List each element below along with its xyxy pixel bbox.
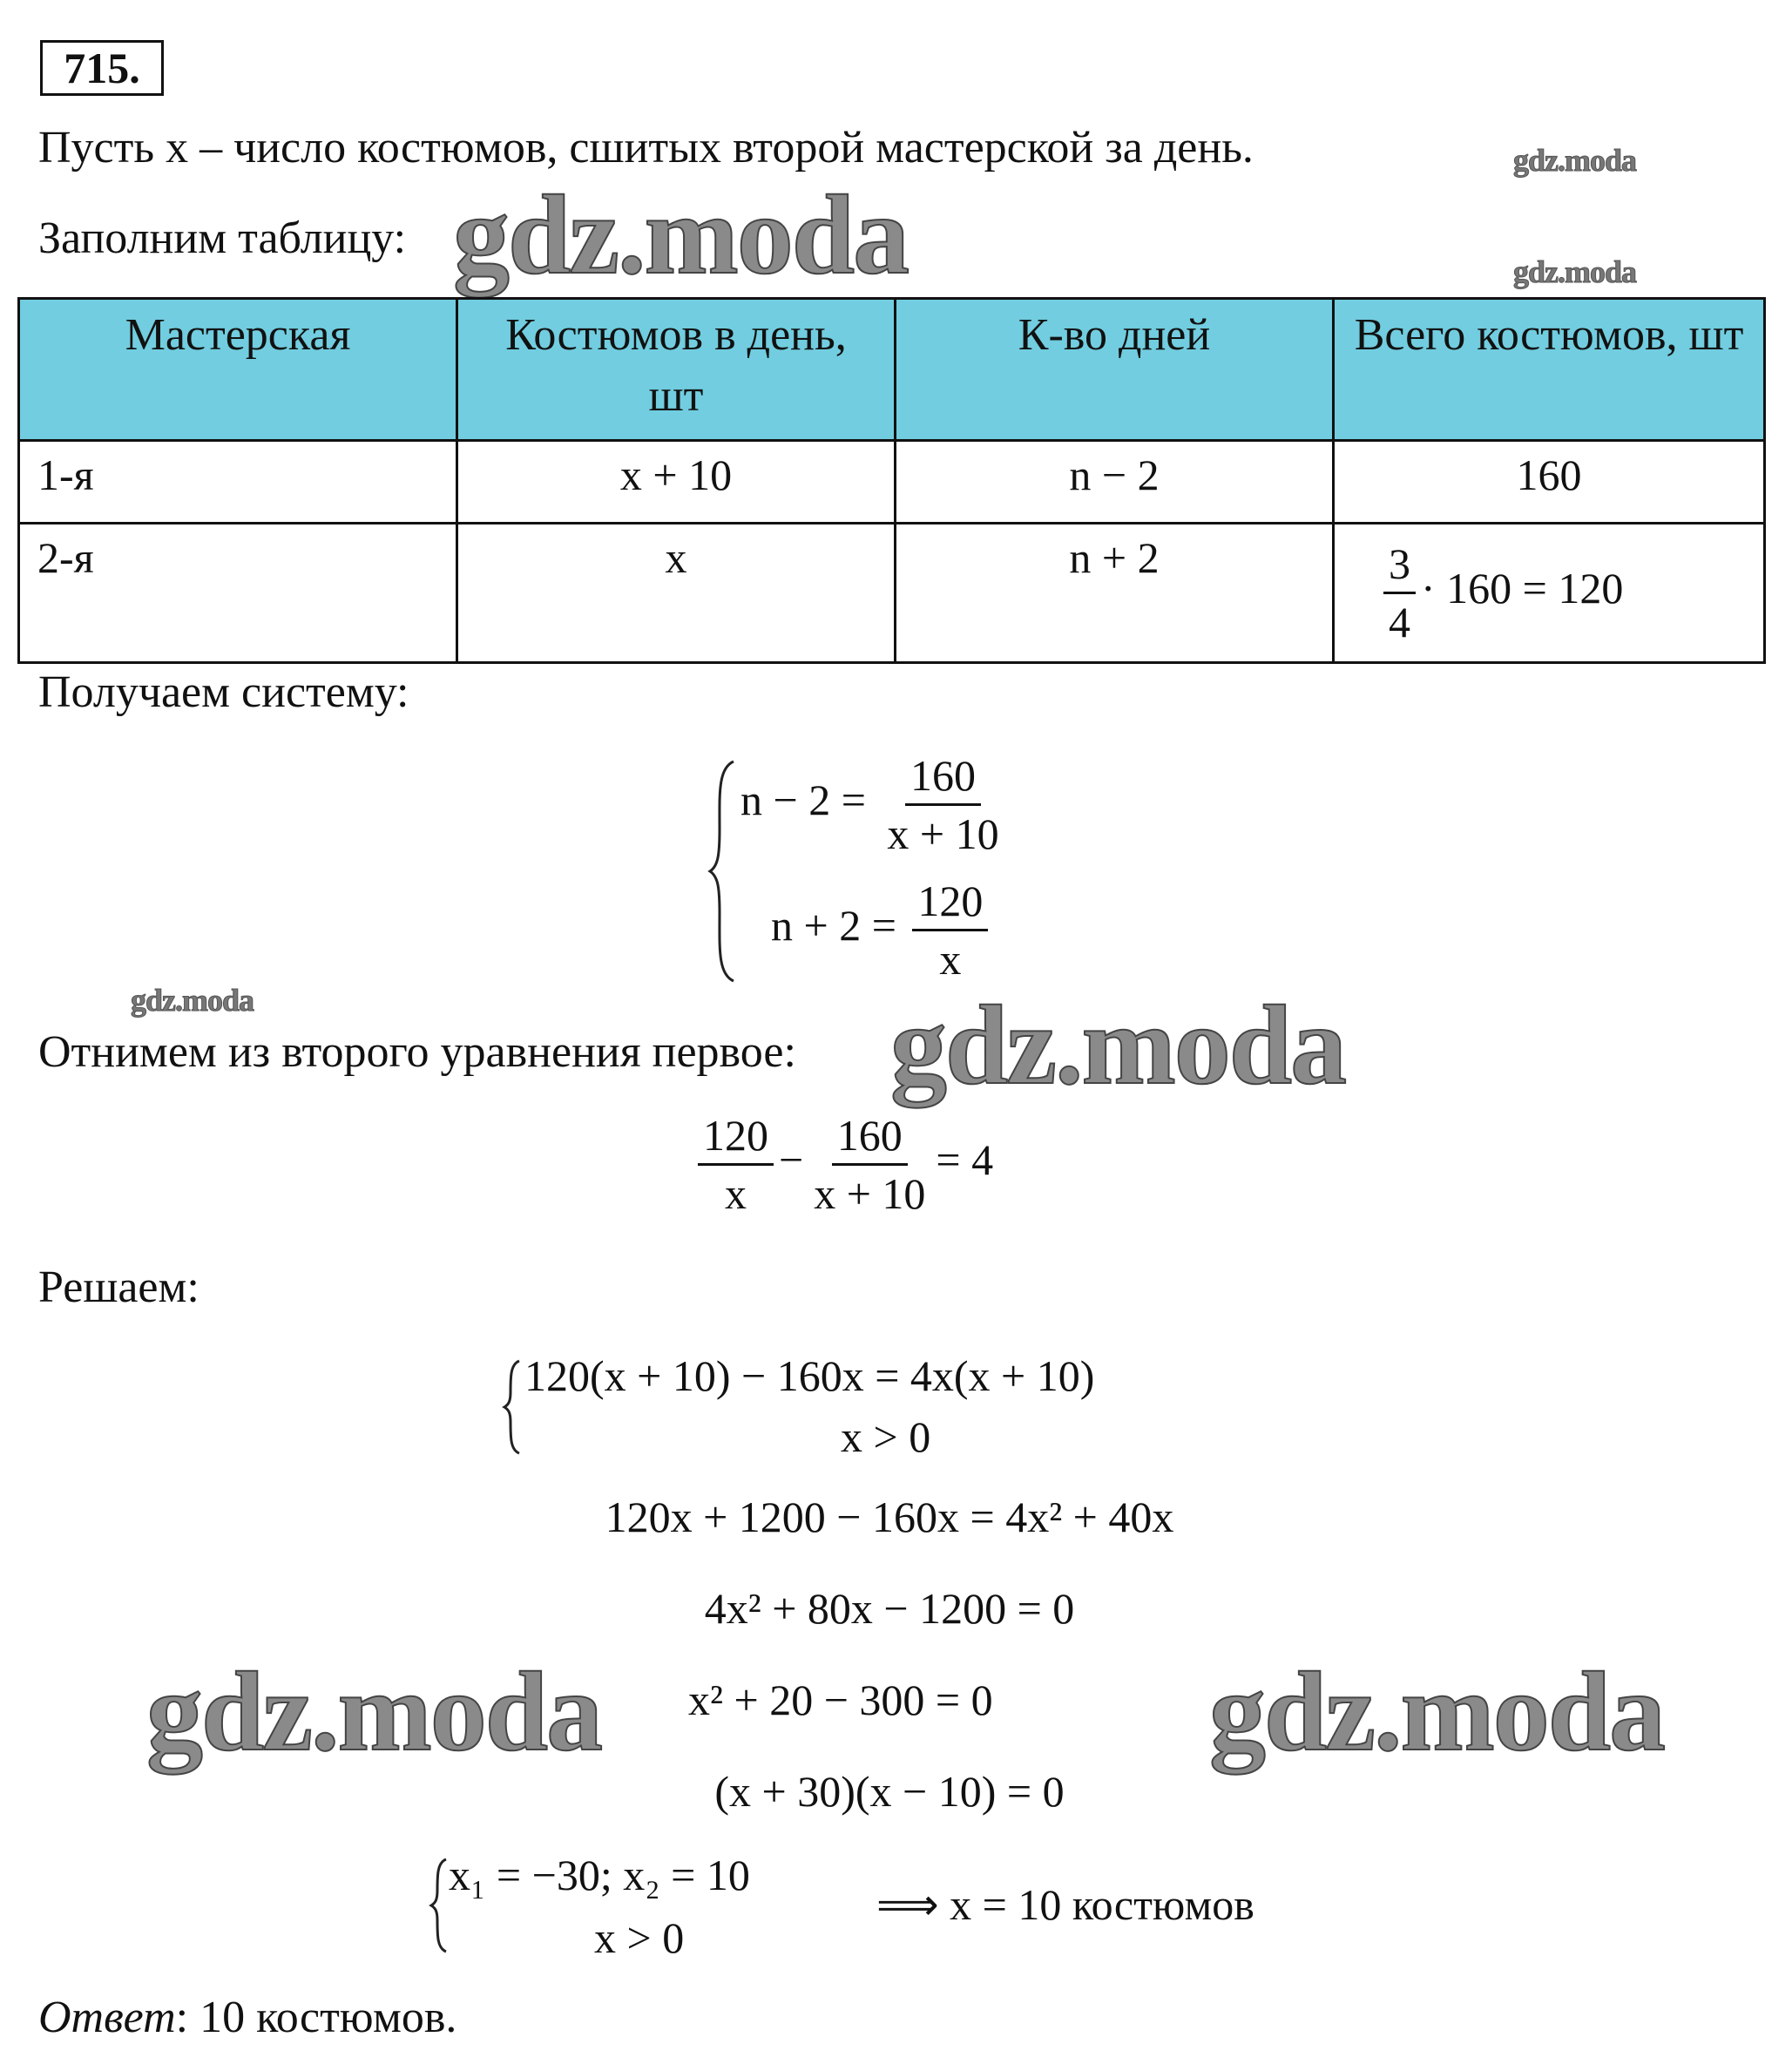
table-header-row bbox=[19, 299, 1765, 441]
header-cell: Всего костюмов, шт bbox=[1334, 299, 1765, 441]
fraction-denominator: x + 10 bbox=[887, 809, 999, 858]
fraction-numerator: 3 bbox=[1383, 539, 1416, 594]
subtract-text: Отнимем из второго уравнения первое: bbox=[38, 1027, 796, 1077]
table-cell: x bbox=[457, 524, 896, 663]
difference-equation bbox=[693, 1111, 993, 1218]
watermark: gdz.moda bbox=[1513, 143, 1637, 178]
watermark: gdz.moda bbox=[146, 1649, 602, 1775]
system3-line2: x > 0 bbox=[594, 1913, 685, 1962]
system-equation-2 bbox=[771, 876, 993, 984]
watermark: gdz.moda bbox=[1209, 1649, 1665, 1775]
system2-line2: x > 0 bbox=[841, 1412, 931, 1461]
fraction-numerator: 160 bbox=[832, 1111, 908, 1166]
watermark: gdz.moda bbox=[453, 173, 909, 298]
answer bbox=[38, 1992, 456, 2043]
table-cell bbox=[1334, 524, 1765, 663]
solution-step: (x + 30)(x − 10) = 0 bbox=[714, 1767, 1065, 1816]
table-cell: 160 bbox=[1334, 441, 1765, 524]
brace-icon bbox=[707, 760, 737, 983]
system3-line1: x₁ = −30; x₂ = 10 bbox=[449, 1851, 750, 1899]
header-cell: К-во дней bbox=[896, 299, 1334, 441]
fraction bbox=[698, 1111, 774, 1218]
table-cell: n − 2 bbox=[896, 441, 1334, 524]
system-equation-1 bbox=[740, 751, 1010, 858]
fraction bbox=[1383, 539, 1416, 646]
answer-text: : 10 костюмов. bbox=[175, 1993, 457, 2042]
solve-label: Решаем: bbox=[38, 1262, 199, 1312]
fraction-numerator: 120 bbox=[698, 1111, 774, 1166]
solution-step: 120x + 1200 − 160x = 4x² + 40x bbox=[605, 1492, 1174, 1541]
minus-sign: − bbox=[779, 1134, 804, 1184]
fraction-denominator: x bbox=[939, 935, 962, 984]
solution-step: 4x² + 80x − 1200 = 0 bbox=[704, 1584, 1075, 1633]
watermark: gdz.moda bbox=[131, 983, 254, 1018]
fraction bbox=[912, 876, 988, 984]
system2-line1: 120(x + 10) − 160x = 4x(x + 10) bbox=[524, 1351, 1095, 1400]
data-table bbox=[17, 297, 1766, 664]
header-cell: Костюмов в день, шт bbox=[457, 299, 896, 441]
table-cell: x + 10 bbox=[457, 441, 896, 524]
table-row bbox=[19, 524, 1765, 663]
table-cell: 2-я bbox=[19, 524, 457, 663]
equation-left: n + 2 = bbox=[771, 900, 896, 950]
brace-icon bbox=[429, 1858, 448, 1953]
problem-number: 715. bbox=[40, 40, 164, 96]
conclusion: ⟹ x = 10 костюмов bbox=[876, 1880, 1254, 1929]
equation-left: n − 2 = bbox=[740, 775, 866, 824]
cell-expression: · 160 = 120 bbox=[1421, 563, 1624, 613]
brace-icon bbox=[502, 1359, 521, 1455]
fill-table-label: Заполним таблицу: bbox=[38, 213, 407, 263]
fraction-numerator: 120 bbox=[912, 876, 988, 931]
fraction-denominator: 4 bbox=[1389, 598, 1410, 646]
get-system-label: Получаем систему: bbox=[38, 667, 409, 717]
fraction bbox=[882, 751, 1004, 858]
header-cell: Мастерская bbox=[19, 299, 457, 441]
table-cell: 1-я bbox=[19, 441, 457, 524]
table-cell: n + 2 bbox=[896, 524, 1334, 663]
watermark: gdz.moda bbox=[890, 983, 1346, 1108]
fraction-denominator: x bbox=[725, 1169, 747, 1218]
solution-step: x² + 20 − 300 = 0 bbox=[688, 1675, 993, 1724]
fraction-denominator: x + 10 bbox=[814, 1169, 926, 1218]
fraction bbox=[808, 1111, 930, 1218]
watermark: gdz.moda bbox=[1513, 254, 1637, 289]
answer-label: Ответ bbox=[38, 1993, 176, 2042]
intro-text: Пусть x – число костюмов, сшитых второй мастерской за день. bbox=[38, 123, 1254, 173]
fraction-numerator: 160 bbox=[905, 751, 981, 806]
table-row bbox=[19, 441, 1765, 524]
equation-right: = 4 bbox=[936, 1134, 994, 1184]
